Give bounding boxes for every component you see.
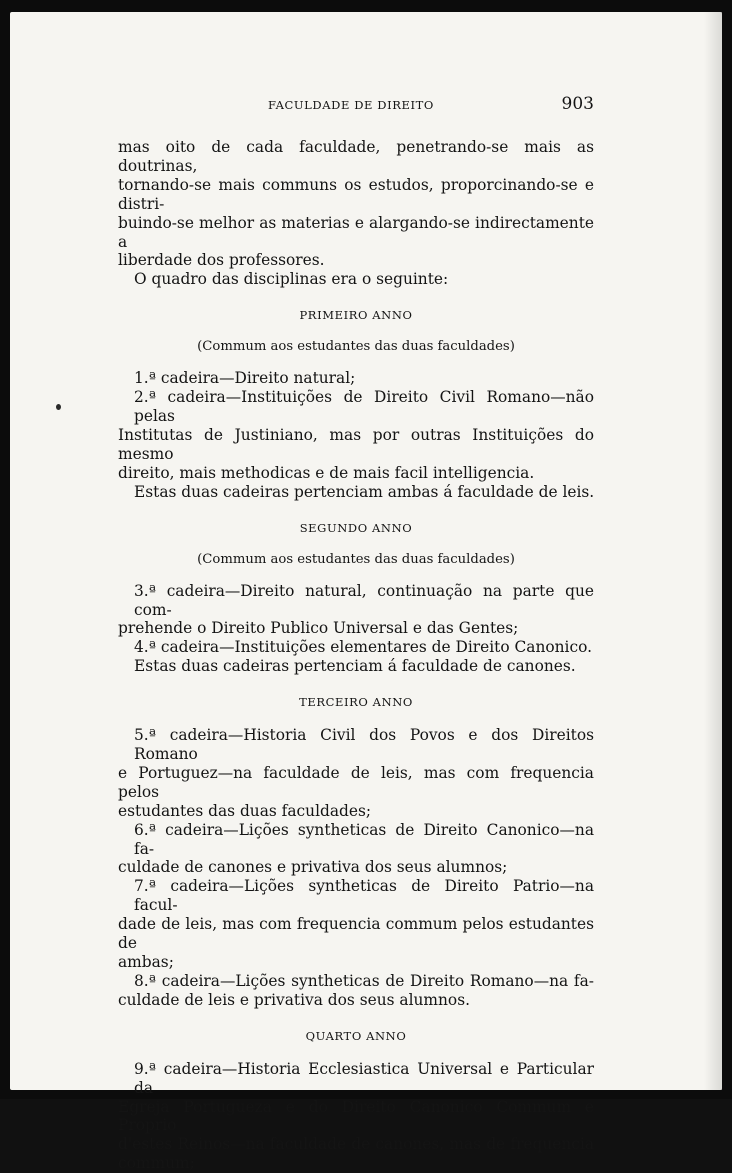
section-note: (Commum aos estudantes das duas faculdades): [197, 339, 515, 355]
text-line: Estas duas cadeiras pertenciam á faculdade de canones.: [134, 657, 576, 676]
text-line: 5.ª cadeira—Historia Civil dos Povos e dos Direitos Romano: [134, 726, 594, 764]
text-line: 3.ª cadeira—Direito natural, continuação na parte que com-: [134, 581, 594, 619]
text-line: prehende o Direito Publico Universal e das Gentes;: [118, 619, 519, 638]
running-title: FACULDADE DE DIREITO: [268, 98, 434, 112]
section-heading: SEGUNDO ANNO: [299, 520, 413, 535]
text-line: 2.ª cadeira—Instituições de Direito Civil Romano—não pelas: [134, 388, 594, 426]
text-line: e Portuguez—na faculdade de leis, mas com frequencia pelos: [118, 763, 594, 801]
section-heading: QUARTO ANNO: [305, 1028, 407, 1043]
text-line: d'estes Reinos—na faculdade de canones, mas de frequencia: [118, 1135, 594, 1154]
text-line: Institutas de Justiniano, mas por outras Instituições do mesmo: [118, 425, 594, 463]
text-line: Egreja Portugueza e do Direito Canonico Commum e Proprio: [118, 1097, 594, 1135]
section-segundo-anno: [118, 520, 594, 677]
ink-speck: [56, 404, 61, 410]
text-line: buindo-se melhor as materias e alargando-se indirectamente a: [118, 213, 594, 251]
text-line: 4.ª cadeira—Instituições elementares de Direito Canonico.: [134, 638, 592, 657]
text-line: dade de leis, mas com frequencia commum pelos estudantes de: [118, 915, 594, 953]
section-primeiro-anno: [118, 307, 594, 501]
section-heading: TERCEIRO ANNO: [299, 695, 413, 710]
text-line: tornando-se mais communs os estudos, proporcinando-se e distri-: [118, 175, 594, 213]
intro-paragraph: [118, 138, 594, 289]
text-line: 6.ª cadeira—Lições syntheticas de Direito Canonico—na fa-: [134, 820, 594, 858]
section-note: (Commum aos estudantes das duas faculdades): [197, 551, 515, 567]
text-body: [118, 138, 594, 1173]
text-line: 7.ª cadeira—Lições syntheticas de Direito Patrio—na facul-: [134, 877, 594, 915]
text-line: liberdade dos professores.: [118, 251, 325, 270]
section-terceiro-anno: [118, 694, 594, 1010]
text-line: estudantes das duas faculdades;: [118, 801, 372, 820]
text-line: direito, mais methodicas e de mais facil intelligencia.: [118, 463, 535, 482]
book-page: [10, 12, 722, 1173]
text-line: culdade de leis e privativa dos seus alumnos.: [118, 990, 470, 1009]
running-head: [118, 94, 594, 118]
text-line: commum;: [118, 1154, 195, 1173]
text-line: Estas duas cadeiras pertenciam ambas á faculdade de leis.: [134, 482, 595, 501]
text-line: mas oito de cada faculdade, penetrando-se mais as doutrinas,: [118, 138, 594, 175]
text-line: O quadro das disciplinas era o seguinte:: [134, 270, 449, 289]
text-line: 8.ª cadeira—Lições syntheticas de Direito Romano—na fa-: [134, 971, 594, 990]
page-number: 903: [561, 94, 594, 114]
text-line: 1.ª cadeira—Direito natural;: [134, 369, 356, 388]
text-line: 9.ª cadeira—Historia Ecclesiastica Universal e Particular da: [134, 1059, 594, 1097]
section-quarto-anno: [118, 1028, 594, 1173]
text-line: ambas;: [118, 953, 174, 971]
section-heading: PRIMEIRO ANNO: [299, 308, 413, 323]
text-line: culdade de canones e privativa dos seus alumnos;: [118, 858, 508, 877]
